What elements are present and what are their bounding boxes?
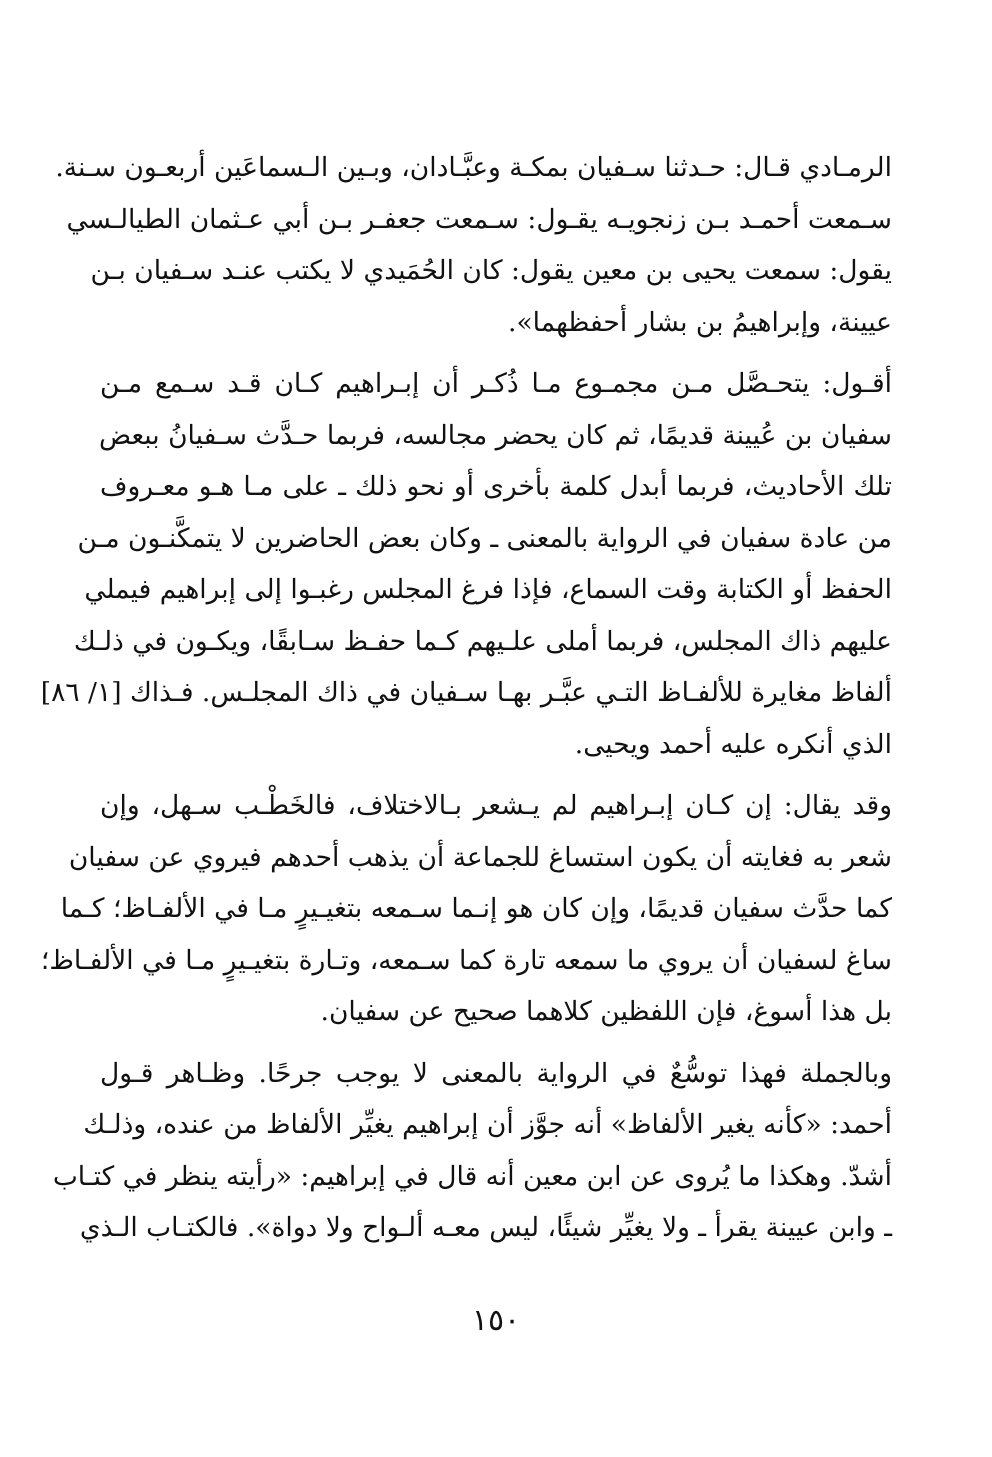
text-line: يقول: سمعت يحيى بن معين يقول: كان الحُمَيدي لا يكتب عنـد سـفيان بـن (90, 255, 892, 286)
text-line: أحمد: «كأنه يغير الألفاظ» أنه جوَّز أن إبراهيم يغيِّر الألفاظ من عنده، وذلـك (83, 1109, 892, 1140)
paragraph-3 (40, 780, 892, 1038)
page-body (40, 142, 892, 1264)
text-line: عيينة، وإبراهيمُ بن بشار أحفظهما». (508, 306, 892, 338)
text-line: ألفاظ مغايرة للألفـاظ التـي عبَّـر بهـا سـفيان في ذاك المجلـس. فـذاك [١/ ٨٦] (40, 677, 892, 708)
text-line: من عادة سفيان في الرواية بالمعنى ـ وكان بعض الحاضرين لا يتمكَّنـون مـن (77, 522, 892, 554)
text-line: شعر به فغايته أن يكون استساغ للجماعة أن يذهب أحدهم فيروي عن سفيان (68, 841, 892, 873)
paragraph-4 (52, 1048, 892, 1254)
text-line: ـ وابن عيينة يقرأ ـ ولا يغيِّر شيئًا، ليس معـه ألـواح ولا دواة». فالكتـاب الـذي (79, 1212, 892, 1243)
text-line: تلك الأحاديث، فربما أبدل كلمة بأخرى أو نحو ذلك ـ على مـا هـو معـروف (100, 471, 892, 502)
text-line: بل هذا أسوغ، فإن اللفظين كلاهما صحيح عن سفيان. (320, 996, 892, 1027)
text-line: وبالجملة فهذا توسُّعٌ في الرواية بالمعنى لا يوجب جرحًا. وظـاهر قـول (100, 1057, 892, 1089)
text-line: الحفظ أو الكتابة وقت السماع، فإذا فرغ المجلس رغبـوا إلى إبراهيم فيملي (84, 574, 892, 605)
text-line: سفيان بن عُيينة قديمًا، ثم كان يحضر مجالسه، فربما حـدَّث سـفيانُ ببعض (99, 419, 892, 451)
text-line: عليهم ذاك المجلس، فربما أملى علـيهم كـما حفـظ سـابقًا، ويكـون في ذلـك (73, 625, 892, 657)
paragraph-1 (55, 142, 892, 348)
text-line: ساغ لسفيان أن يروي ما سمعه تارة كما سـمعه، وتـارة بتغيـيرٍ مـا في الألفـاظ؛ (40, 944, 892, 976)
page-number: ١٥٠ (471, 1303, 521, 1338)
paragraph-2 (40, 358, 892, 770)
text-line: الرمـادي قـال: حـدثنا سـفيان بمكـة وعبَّـادان، وبـين الـسماعَين أربعـون سـنة. (55, 152, 892, 183)
text-line: سـمعت أحمـد بـن زنجويـه يقـول: سـمعت جعفـر بـن أبي عـثمان الطيالـسي (66, 203, 892, 235)
text-line: الذي أنكره عليه أحمد ويحيى. (574, 728, 892, 760)
text-line: أشدّ. وهكذا ما يُروى عن ابن معين أنه قال في إبراهيم: «رأيته ينظر في كتـاب (52, 1160, 892, 1192)
text-line: كما حدَّث سفيان قديمًا، وإن كان هو إنـما سـمعه بتغيـيرٍ مـا في الألفـاظ؛ كـما (60, 893, 892, 924)
text-line: أقـول: يتحـصَّل مـن مجمـوع مـا ذُكـر أن إبـراهيم كـان قـد سـمع مـن (100, 368, 892, 399)
text-line: وقد يقال: إن كـان إبـراهيم لم يـشعر بـالاختلاف، فالخَطْـب سـهل، وإن (100, 790, 892, 821)
